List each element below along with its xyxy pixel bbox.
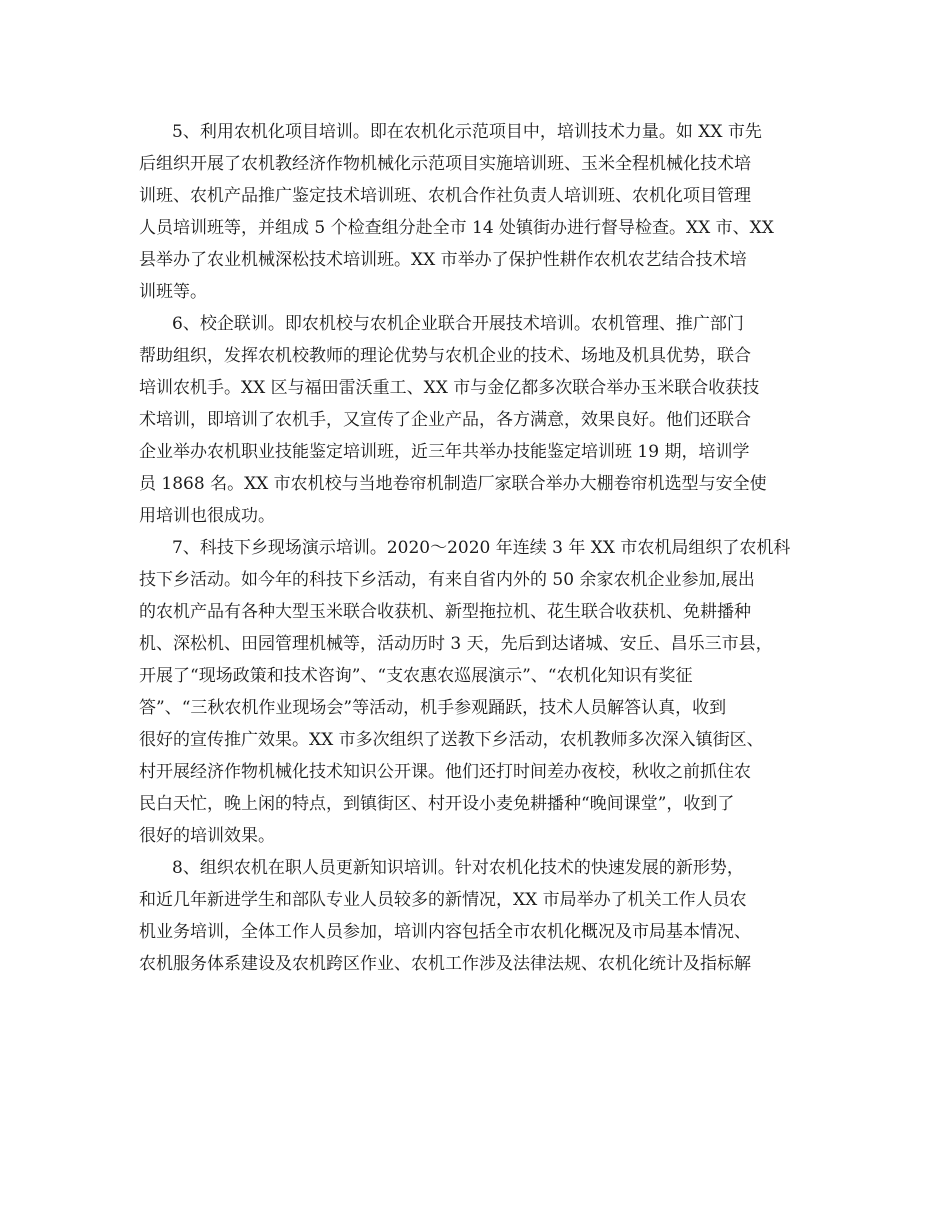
paragraph-7-line-10: 很好的培训效果。 [139,826,275,846]
paragraph-8-line-1: 8、组织农机在职人员更新知识培训。针对农机化技术的快速发展的新形势， [172,858,744,878]
paragraph-5-line-1: 5、利用农机化项目培训。即在农机化示范项目中，培训技术力量。如 XX 市先 [172,122,762,142]
paragraph-6-line-2: 帮助组织，发挥农机校教师的理论优势与农机企业的技术、场地及机具优势，联合 [139,346,751,366]
paragraph-8-line-2: 和近几年新进学生和部队专业人员较多的新情况，XX 市局举办了机关工作人员农 [139,890,747,910]
paragraph-6-line-4: 术培训，即培训了农机手，又宣传了企业产品，各方满意，效果良好。他们还联合 [139,410,751,430]
paragraph-5-line-3: 训班、农机产品推广鉴定技术培训班、农机合作社负责人培训班、农机化项目管理 [139,186,751,206]
paragraph-7-line-2: 技下乡活动。如今年的科技下乡活动，有来自省内外的 50 余家农机企业参加,展出 [139,570,755,590]
paragraph-7-line-7: 很好的宣传推广效果。XX 市多次组织了送教下乡活动，农机教师多次深入镇街区、 [139,730,764,750]
paragraph-6-line-7: 用培训也很成功。 [139,506,275,526]
paragraph-6-line-1: 6、校企联训。即农机校与农机企业联合开展技术培训。农机管理、推广部门 [172,314,744,334]
paragraph-8-line-3: 机业务培训，全体工作人员参加，培训内容包括全市农机化概况及市局基本情况、 [139,922,751,942]
paragraph-6-line-5: 企业举办农机职业技能鉴定培训班，近三年共举办技能鉴定培训班 19 期，培训学 [139,442,750,462]
paragraph-7-line-9: 民白天忙，晚上闲的特点，到镇街区、村开设小麦免耕播种“晚间课堂”，收到了 [139,794,735,814]
paragraph-7-line-1: 7、科技下乡现场演示培训。2020～2020 年连续 3 年 XX 市农机局组织了农机科 [172,538,791,558]
paragraph-5-line-6: 训班等。 [139,282,207,302]
paragraph-5-line-2: 后组织开展了农机教经济作物机械化示范项目实施培训班、玉米全程机械化技术培 [139,154,751,174]
document-body [139,116,829,980]
paragraph-7-line-3: 的农机产品有各种大型玉米联合收获机、新型拖拉机、花生联合收获机、免耕播种 [139,602,751,622]
paragraph-7-line-5: 开展了“现场政策和技术咨询”、“支农惠农巡展演示”、“农机化知识有奖征 [139,666,693,686]
paragraph-7-line-8: 村开展经济作物机械化技术知识公开课。他们还打时间差办夜校，秋收之前抓住农 [139,762,751,782]
paragraph-8-line-4: 农机服务体系建设及农机跨区作业、农机工作涉及法律法规、农机化统计及指标解 [139,954,751,974]
paragraph-7-line-6: 答”、“三秋农机作业现场会”等活动，机手参观踊跃，技术人员解答认真，收到 [139,698,727,718]
paragraph-6-line-6: 员 1868 名。XX 市农机校与当地卷帘机制造厂家联合举办大棚卷帘机选型与安全使 [139,474,767,494]
paragraph-5-line-4: 人员培训班等，并组成 5 个检查组分赴全市 14 处镇街办进行督导检查。XX 市、XX [139,218,774,238]
paragraph-6-line-3: 培训农机手。XX 区与福田雷沃重工、XX 市与金亿都多次联合举办玉米联合收获技 [139,378,760,398]
paragraph-5-line-5: 县举办了农业机械深松技术培训班。XX 市举办了保护性耕作农机农艺结合技术培 [139,250,747,270]
paragraph-7-line-4: 机、深松机、田园管理机械等，活动历时 3 天，先后到达诸城、安丘、昌乐三市县， [139,634,773,654]
